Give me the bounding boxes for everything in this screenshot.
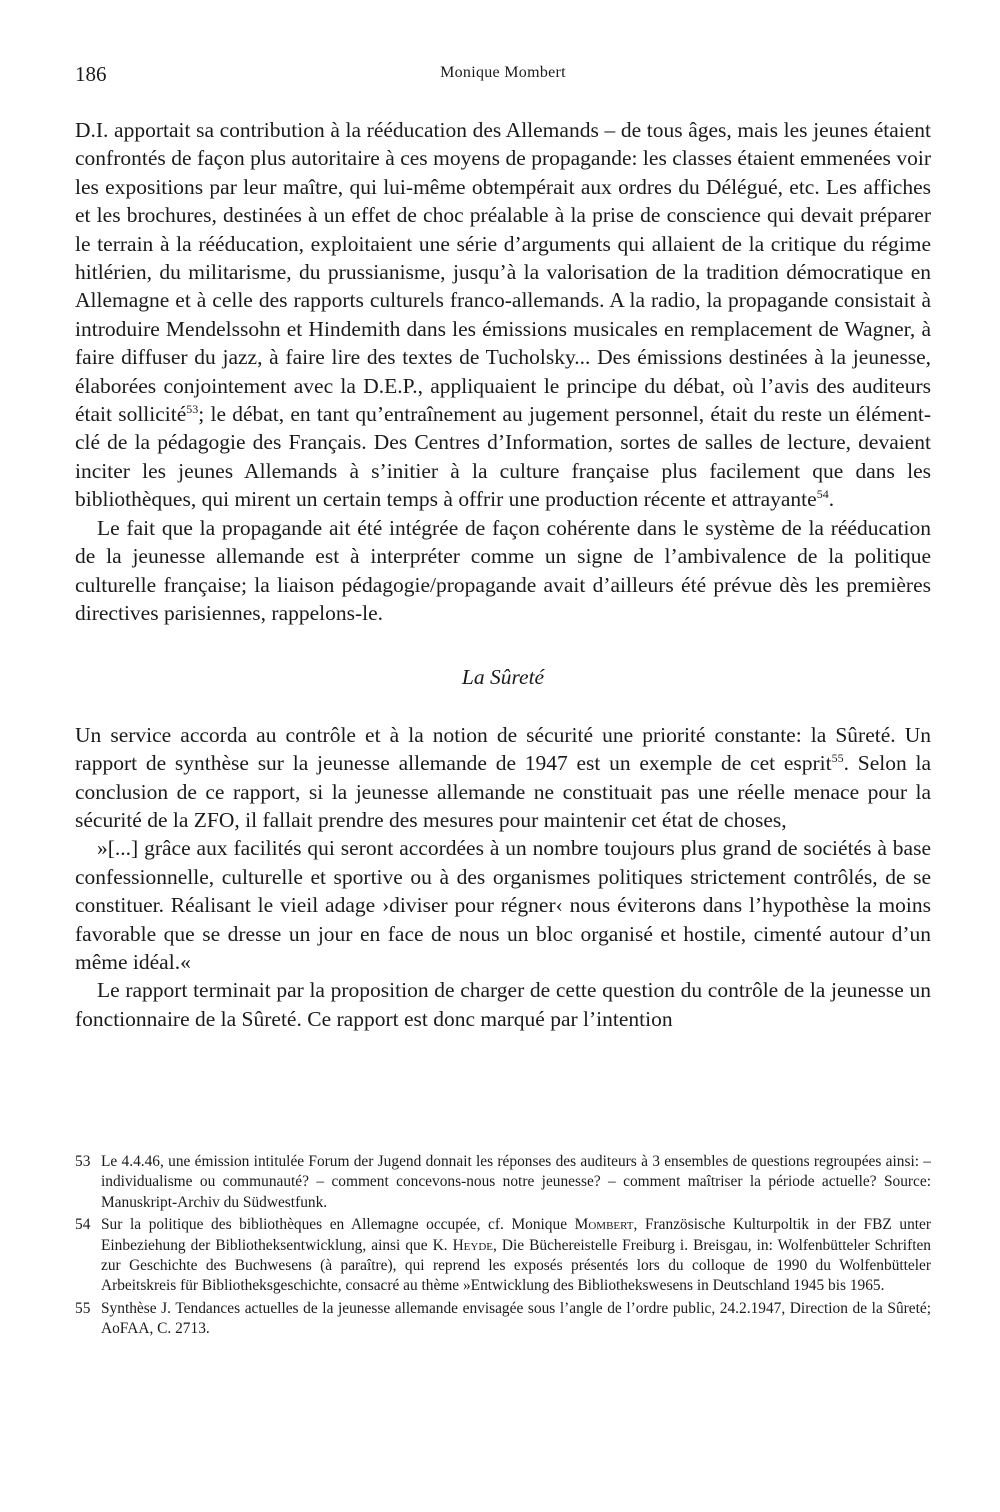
body-text <box>75 116 931 1033</box>
running-title: Monique Mombert <box>440 64 566 81</box>
section-heading: La Sûreté <box>461 665 545 690</box>
paragraph-5: Le rapport terminait par la proposition de charger de cette question du contrôle de la jeunesse un fonctionnaire de la Sûreté. Ce rapport est donc marqué par l’intention <box>75 978 931 1031</box>
page <box>75 62 931 1033</box>
footnote-text-part: , Die Büchereistelle Freiburg i. Breisgau, in: Wolfenbütteler Schriften zur Geschichte des Buchwesens (à paraître), qui reprend les exposés présentés lors du colloque de 1990 du Wolfenbütteler Arbeitskreis für Bibliotheksgeschichte, consacré au thème »Entwicklung des Bibliothekswesens in Deutschland 1945 bis 1965. <box>101 1236 932 1295</box>
footnote-ref-53: 53 <box>186 402 199 417</box>
footnote-55 <box>75 1299 931 1340</box>
footnote-54 <box>75 1215 931 1297</box>
footnotes <box>75 1152 931 1342</box>
author-name-mombert: Mombert <box>574 1216 634 1234</box>
footnote-text: Le 4.4.46, une émission intitulée Forum der Jugend donnait les réponses des auditeurs à 3 ensembles de questions regroupées ainsi: – individualisme ou communauté? – comment concevons-nous notre jeunesse? – comment maîtriser la période actuelle? Source: Manuskript-Archiv du Südwestfunk. <box>101 1153 931 1211</box>
footnote-text-part: Sur la politique des bibliothèques en Allemagne occupée, cf. Monique <box>101 1216 575 1234</box>
author-name-heyde: Heyde <box>452 1236 494 1254</box>
paragraph-3-part-a: Un service accorda au contrôle et à la notion de sécurité une priorité constante: la Sûreté. Un rapport de synthèse sur la jeunesse allemande de 1947 est un exemple de cet esprit <box>75 722 931 776</box>
footnote-ref-54: 54 <box>816 487 829 502</box>
page-number: 186 <box>75 62 107 86</box>
quotation: »[...] grâce aux facilités qui seront accordées à un nombre toujours plus grand de sociétés à base confessionnelle, culturelle et sportive ou à des organismes politiques strictement contrôlés, de se constituer. Réalisant le vieil adage ›diviser pour régner‹ nous éviterons dans l’hypothèse la moins favorable que se dresse un jour en face de nous un bloc organisé et hostile, cimenté autour d’un même idéal.« <box>75 836 931 974</box>
footnote-text <box>101 1215 931 1297</box>
footnote-number: 55 <box>75 1299 91 1317</box>
paragraph-2: Le fait que la propagande ait été intégrée de façon cohérente dans le système de la rééducation de la jeunesse allemande est à interpréter comme un signe de l’ambivalence de la politique culturelle française; la liaison pédagogie/propagande avait d’ailleurs été prévue dès les premières directives parisiennes, rappelons-le. <box>75 515 931 625</box>
footnote-number: 53 <box>75 1153 91 1170</box>
paragraph-3-part-b: . Selon la conclusion de ce rapport, si la jeunesse allemande ne constituait pas une réelle menace pour la sécurité de la ZFO, il fallait prendre des mesures pour maintenir cet état de choses, <box>75 751 931 832</box>
paragraph-1-part-b: ; le débat, en tant qu’entraînement au jugement personnel, était du reste un élément-clé de la pédagogie des Français. Des Centres d’Information, sortes de salles de lecture, devaient inciter les jeunes Allemands à s’initier à la culture française plus facilement que dans les bibliothèques, qui mirent un certain temps à offrir une production récente et attrayante <box>75 402 931 512</box>
footnote-text: Synthèse J. Tendances actuelles de la jeunesse allemande envisagée sous l’angle de l’ordre public, 24.2.1947, Direction de la Sûreté; AoFAA, C. 2713. <box>101 1299 931 1338</box>
footnote-ref-55: 55 <box>831 751 844 766</box>
footnote-53 <box>75 1152 931 1213</box>
paragraph-1-part-a: D.I. apportait sa contribution à la rééducation des Allemands – de tous âges, mais les jeunes étaient confrontés de façon plus autoritaire à ces moyens de propagande: les classes étaient emmenées voir les expositions par leur maître, qui lui-même obtempérait aux ordres du Délégué, etc. Les affiches et les brochures, destinées à un effet de choc préalable à la prise de conscience qui devait préparer le terrain à la rééducation, exploitaient une série d’arguments qui allaient de la critique du régime hitlérien, du militarisme, du prussianisme, jusqu’à la valorisation de la tradition démocratique en Allemagne et à celle des rapports culturels franco-allemands. A la radio, la propagande consistait à introduire Mendelssohn et Hindemith dans les émissions musicales en remplacement de Wagner, à faire diffuser du jazz, à faire lire des textes de Tucholsky... Des émissions destinées à la jeunesse, élaborées conjointement avec la D.E.P., appliquaient le principe du débat, où l’avis des auditeurs était sollicité <box>75 118 931 427</box>
paragraph-1-part-c: . <box>828 487 835 512</box>
footnote-text-part: , Französische Kulturpoltik in der FBZ unter Einbeziehung der Bibliotheksentwicklung, ainsi que K. <box>101 1216 931 1254</box>
paragraph-1 <box>75 116 931 514</box>
paragraph-3 <box>75 721 931 835</box>
running-header <box>75 62 931 92</box>
footnote-number: 54 <box>75 1216 91 1234</box>
